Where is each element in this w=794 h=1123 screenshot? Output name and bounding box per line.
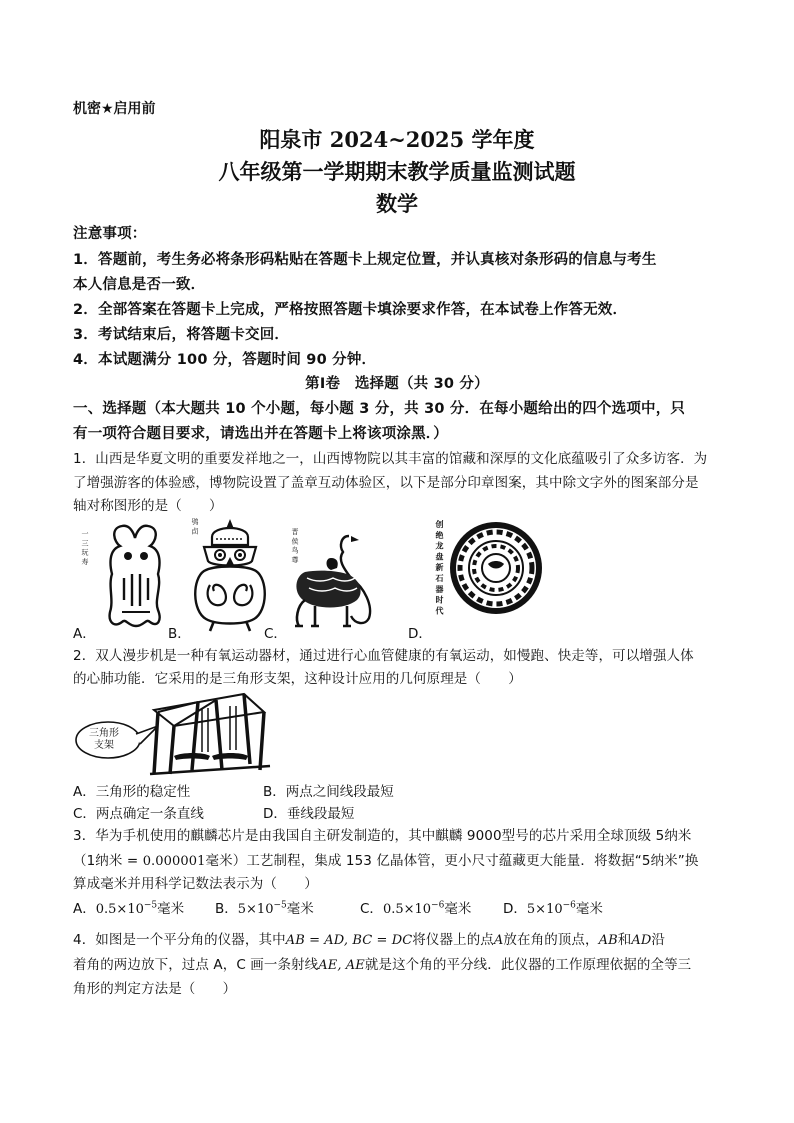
q3-option-b bbox=[215, 897, 314, 917]
stamp-d-text: 创 绝 龙 盘 新 石 器 时 代 bbox=[435, 520, 445, 615]
q4-line1-point-a: A bbox=[493, 933, 504, 948]
q4-line1-pre: 4．如图是一个平分角的仪器，其中 bbox=[73, 932, 286, 948]
q4-text-line2 bbox=[73, 953, 691, 973]
q2-text-line2: 的心肺功能．它采用的是三角形支架，这种设计应用的几何原理是（ ） bbox=[73, 671, 522, 687]
q3-option-a-unit: 毫米 bbox=[157, 901, 185, 917]
q3-option-c-unit: 毫米 bbox=[444, 901, 472, 917]
stamp-d-figure bbox=[448, 520, 544, 616]
q4-text-line1 bbox=[73, 928, 665, 948]
notice-item-1-cont: 本人信息是否一致． bbox=[73, 277, 206, 293]
q1-option-c: C． bbox=[264, 626, 287, 642]
q3-line2-number: 0.000001 bbox=[142, 854, 206, 869]
q3-option-c bbox=[360, 897, 471, 917]
q3-option-c-label: C． bbox=[360, 901, 383, 917]
q2-option-c: C．两点确定一条直线 bbox=[73, 806, 204, 822]
q4-line1-mid: 将仪器上的点 bbox=[412, 932, 494, 948]
exam-title-year: 阳泉市 2024~2025 学年度 bbox=[259, 127, 535, 152]
stamp-c-figure bbox=[285, 530, 385, 630]
stamp-a-figure bbox=[100, 522, 170, 634]
q4-line1-ad: AD bbox=[631, 933, 652, 948]
q3-option-d-unit: 毫米 bbox=[575, 901, 603, 917]
q3-option-b-exp: −5 bbox=[273, 900, 287, 911]
q4-line2-math: AE, AE bbox=[318, 958, 365, 973]
q3-option-a-exp: −5 bbox=[143, 900, 158, 911]
q3-option-d-label: D． bbox=[503, 901, 527, 917]
confidential-label: 机密★启用前 bbox=[73, 101, 156, 117]
q2-option-b: B．两点之间线段最短 bbox=[263, 784, 394, 800]
q3-option-c-base: 0.5×10 bbox=[382, 902, 432, 917]
q3-text-line3: 算成毫米并用科学记数法表示为（ ） bbox=[73, 876, 318, 892]
q3-option-b-base: 5×10 bbox=[237, 902, 274, 917]
section-instruction-2: 有一项符合题目要求，请选出并在答题卡上将该项涂黑．） bbox=[73, 426, 448, 442]
exam-subject: 数学 bbox=[376, 191, 418, 216]
notice-item-4: 4．本试题满分 100 分，答题时间 90 分钟． bbox=[73, 352, 377, 368]
q1-option-b: B． bbox=[168, 626, 191, 642]
stamp-c-text: 晋 侯 鸟 尊 bbox=[291, 528, 299, 563]
q3-option-b-unit: 毫米 bbox=[286, 901, 314, 917]
q1-option-d: D． bbox=[408, 626, 432, 642]
section-instruction-1: 一、选择题（本大题共 10 个小题，每小题 3 分，共 30 分．在每小题给出的四个选项中，只 bbox=[73, 401, 686, 417]
notice-item-1: 1．答题前，考生务必将条形码粘贴在答题卡上规定位置，并认真核对条形码的信息与考生 bbox=[73, 252, 657, 268]
q3-text-line1: 3．华为手机使用的麒麟芯片是由我国自主研发制造的，其中麒麟 9000型号的芯片采用全球顶级 5纳米 bbox=[73, 828, 692, 844]
q4-line1-mid2: 放在角的顶点， bbox=[503, 932, 599, 948]
q3-option-d bbox=[503, 897, 603, 917]
q4-text-line3: 角形的判定方法是（ ） bbox=[73, 981, 237, 997]
part-title: 第Ⅰ卷 选择题（共 30 分） bbox=[305, 376, 489, 392]
q4-line1-end: 沿 bbox=[651, 932, 665, 948]
q4-line1-math: AB = AD, BC = DC bbox=[285, 933, 413, 948]
q3-text-line2 bbox=[73, 849, 698, 869]
q3-line2-pre: （1纳米 = bbox=[73, 853, 143, 869]
q3-option-c-exp: −6 bbox=[431, 900, 445, 911]
notice-item-3: 3．考试结束后，将答题卡交回． bbox=[73, 327, 290, 343]
q2-text-line1: 2．双人漫步机是一种有氧运动器材，通过进行心血管健康的有氧运动，如慢跑、快走等，可以增强人体 bbox=[73, 648, 694, 664]
q1-text-line3: 轴对称图形的是（ ） bbox=[73, 498, 223, 514]
q2-option-d: D．垂线段最短 bbox=[263, 806, 355, 822]
q4-line1-and: 和 bbox=[617, 932, 632, 948]
q1-option-a: A． bbox=[73, 626, 96, 642]
q4-line2-pre: 着角的两边放下，过点 A，C 画一条射线 bbox=[73, 957, 319, 973]
notice-item-2: 2．全部答案在答题卡上完成，严格按照答题卡填涂要求作答，在本试卷上作答无效． bbox=[73, 302, 628, 318]
q3-option-a-base: 0.5×10 bbox=[95, 902, 144, 917]
q4-line2-post: 就是这个角的平分线．此仪器的工作原理依据的全等三 bbox=[364, 957, 692, 973]
stamp-b-figure bbox=[190, 515, 270, 635]
q3-option-d-exp: −6 bbox=[562, 900, 576, 911]
q1-text-line1: 1．山西是华夏文明的重要发祥地之一，山西博物院以其丰富的馆藏和深厚的文化底蕴吸引了众多访客．为 bbox=[73, 451, 708, 467]
q4-line1-ab: AB bbox=[598, 933, 618, 948]
q3-option-a bbox=[73, 897, 184, 917]
exam-title-name: 八年级第一学期期末教学质量监测试题 bbox=[218, 159, 576, 184]
stamp-a-text: 一 三 玩 寿 bbox=[81, 530, 89, 565]
callout-line-1: 三角形 bbox=[89, 728, 119, 739]
q2-option-a: A．三角形的稳定性 bbox=[73, 784, 191, 800]
q3-option-b-label: B． bbox=[215, 901, 238, 917]
q3-option-a-label: A． bbox=[73, 901, 96, 917]
q3-option-d-base: 5×10 bbox=[526, 902, 563, 917]
triangle-frame-callout bbox=[89, 728, 119, 752]
q1-text-line2: 了增强游客的体验感，博物院设置了盖章互动体验区，以下是部分印章图案，其中除文字外的图案部分是 bbox=[73, 475, 699, 491]
notice-heading: 注意事项： bbox=[73, 226, 147, 242]
stamp-b-text: 鸮 卣 bbox=[191, 518, 199, 535]
callout-line-2: 支架 bbox=[94, 740, 114, 751]
q3-line2-post: 毫米）工艺制程，集成 153 亿晶体管，更小尺寸蕴藏更大能量．将数据“5纳米”换 bbox=[205, 853, 699, 869]
